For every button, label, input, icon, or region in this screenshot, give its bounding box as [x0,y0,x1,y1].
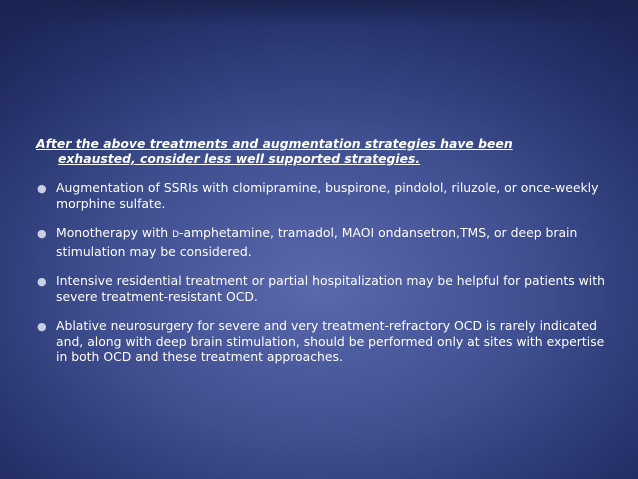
intro-line-2: exhausted, consider less well supported strategies. [58,151,421,166]
slide-top-band [0,0,638,26]
bullet-text-2-smallcaps: D [172,230,180,240]
bullet-item-2 [36,225,616,259]
bullet-list [36,180,616,365]
bullet-text-3: Intensive residential treatment or partial hospitalization may be helpful for patients with severe treatment-resistant OCD. [56,273,605,304]
bullet-item-1 [36,180,616,211]
bullet-text-2-post: -amphetamine, tramadol, MAOI ondansetron,TMS, or deep brain stimulation may be considered. [56,225,578,259]
bullet-dot-icon: ● [37,320,47,333]
bullet-dot-icon: ● [37,275,47,288]
bullet-text-2-pre: Monotherapy with [56,225,173,240]
bullet-text-1: Augmentation of SSRIs with clomipramine, buspirone, pindolol, riluzole, or once-weekly morphine sulfate. [56,180,599,211]
bullet-item-3 [36,273,616,304]
bullet-text-4: Ablative neurosurgery for severe and very treatment-refractory OCD is rarely indicated and, along with deep brain stimulation, should be performed only at sites with expertise in both OCD and these treatment approaches. [56,318,605,364]
slide-content [36,136,616,379]
bullet-dot-icon: ● [37,227,47,240]
intro-line-1: After the above treatments and augmentation strategies have been [36,136,513,151]
bullet-dot-icon: ● [37,182,47,195]
intro-text [36,136,616,166]
bullet-item-4 [36,318,616,365]
